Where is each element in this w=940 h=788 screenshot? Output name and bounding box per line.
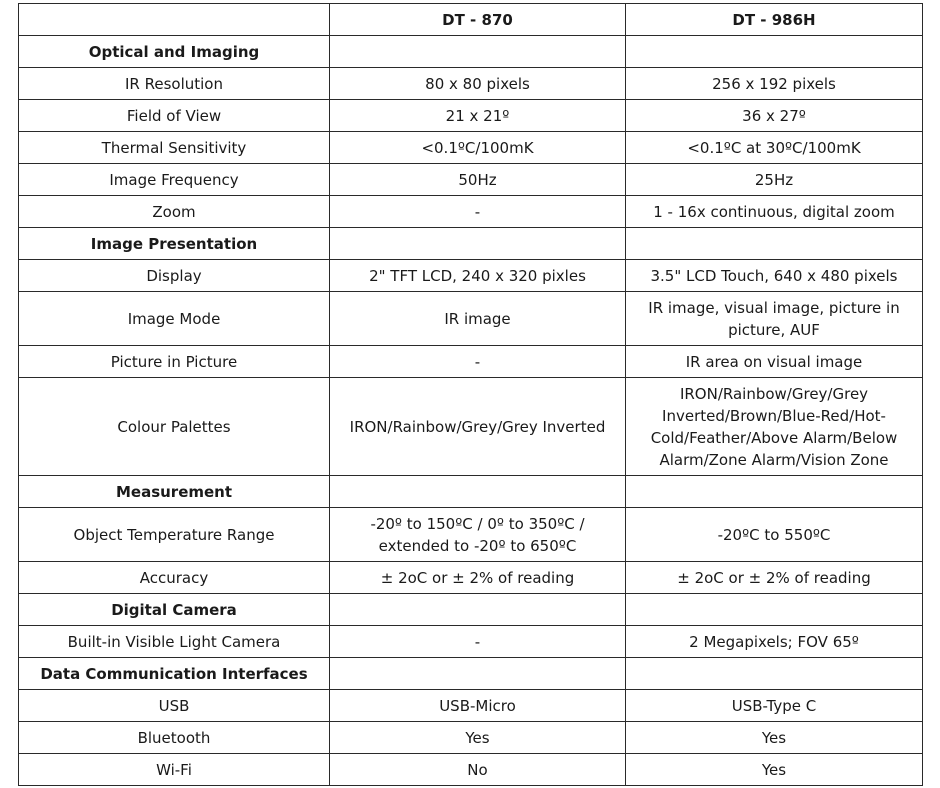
header-model-a: DT - 870 <box>330 4 626 36</box>
spec-value-b: ± 2oC or ± 2% of reading <box>626 562 923 594</box>
spec-label: Display <box>19 260 330 292</box>
spec-value-a: IR image <box>330 292 626 346</box>
spec-value-a: ± 2oC or ± 2% of reading <box>330 562 626 594</box>
spec-value-b: 256 x 192 pixels <box>626 68 923 100</box>
spec-label: Wi-Fi <box>19 754 330 786</box>
spec-value-b: -20ºC to 550ºC <box>626 508 923 562</box>
spec-comparison-table <box>18 3 923 786</box>
spec-value-b: 1 - 16x continuous, digital zoom <box>626 196 923 228</box>
table-row <box>19 626 923 658</box>
spec-value-b: 25Hz <box>626 164 923 196</box>
empty-cell <box>330 36 626 68</box>
table-row <box>19 68 923 100</box>
spec-value-a: 21 x 21º <box>330 100 626 132</box>
spec-value-a: 80 x 80 pixels <box>330 68 626 100</box>
spec-label: Thermal Sensitivity <box>19 132 330 164</box>
spec-value-a: IRON/Rainbow/Grey/Grey Inverted <box>330 378 626 476</box>
section-row <box>19 594 923 626</box>
spec-value-a: - <box>330 346 626 378</box>
table-row <box>19 690 923 722</box>
spec-value-a: 2" TFT LCD, 240 x 320 pixles <box>330 260 626 292</box>
table-row <box>19 562 923 594</box>
empty-cell <box>330 658 626 690</box>
empty-cell <box>626 658 923 690</box>
header-row <box>19 4 923 36</box>
empty-cell <box>626 476 923 508</box>
table-row <box>19 292 923 346</box>
empty-cell <box>330 228 626 260</box>
spec-label: Picture in Picture <box>19 346 330 378</box>
header-label-cell <box>19 4 330 36</box>
spec-value-b: IRON/Rainbow/Grey/Grey Inverted/Brown/Blue-Red/Hot-Cold/Feather/Above Alarm/Below Alarm/Zone Alarm/Vision Zone <box>626 378 923 476</box>
header-model-b: DT - 986H <box>626 4 923 36</box>
spec-value-a: Yes <box>330 722 626 754</box>
table-row <box>19 508 923 562</box>
spec-value-a: - <box>330 626 626 658</box>
spec-value-b: 36 x 27º <box>626 100 923 132</box>
section-row <box>19 658 923 690</box>
table-row <box>19 722 923 754</box>
spec-value-a: 50Hz <box>330 164 626 196</box>
section-title: Image Presentation <box>19 228 330 260</box>
table-row <box>19 100 923 132</box>
section-title: Digital Camera <box>19 594 330 626</box>
spec-label: Built-in Visible Light Camera <box>19 626 330 658</box>
section-title: Data Communication Interfaces <box>19 658 330 690</box>
table-row <box>19 164 923 196</box>
table-row <box>19 754 923 786</box>
section-row <box>19 476 923 508</box>
spec-value-b: IR image, visual image, picture in picture, AUF <box>626 292 923 346</box>
table-row <box>19 346 923 378</box>
spec-value-a: - <box>330 196 626 228</box>
empty-cell <box>626 594 923 626</box>
empty-cell <box>330 476 626 508</box>
spec-label: USB <box>19 690 330 722</box>
table-row <box>19 196 923 228</box>
spec-value-b: Yes <box>626 722 923 754</box>
spec-value-a: <0.1ºC/100mK <box>330 132 626 164</box>
spec-value-a: -20º to 150ºC / 0º to 350ºC / extended to -20º to 650ºC <box>330 508 626 562</box>
spec-value-b: <0.1ºC at 30ºC/100mK <box>626 132 923 164</box>
spec-value-b: 2 Megapixels; FOV 65º <box>626 626 923 658</box>
spec-value-a: USB-Micro <box>330 690 626 722</box>
table-row <box>19 132 923 164</box>
section-row <box>19 228 923 260</box>
table-row <box>19 378 923 476</box>
spec-label: Field of View <box>19 100 330 132</box>
empty-cell <box>330 594 626 626</box>
spec-value-b: IR area on visual image <box>626 346 923 378</box>
spec-label: Object Temperature Range <box>19 508 330 562</box>
section-title: Optical and Imaging <box>19 36 330 68</box>
spec-label: Zoom <box>19 196 330 228</box>
empty-cell <box>626 228 923 260</box>
spec-label: IR Resolution <box>19 68 330 100</box>
section-title: Measurement <box>19 476 330 508</box>
table-row <box>19 260 923 292</box>
spec-label: Accuracy <box>19 562 330 594</box>
empty-cell <box>626 36 923 68</box>
spec-value-a: No <box>330 754 626 786</box>
spec-label: Bluetooth <box>19 722 330 754</box>
spec-value-b: 3.5" LCD Touch, 640 x 480 pixels <box>626 260 923 292</box>
spec-value-b: USB-Type C <box>626 690 923 722</box>
section-row <box>19 36 923 68</box>
spec-label: Colour Palettes <box>19 378 330 476</box>
spec-value-b: Yes <box>626 754 923 786</box>
spec-label: Image Mode <box>19 292 330 346</box>
spec-label: Image Frequency <box>19 164 330 196</box>
